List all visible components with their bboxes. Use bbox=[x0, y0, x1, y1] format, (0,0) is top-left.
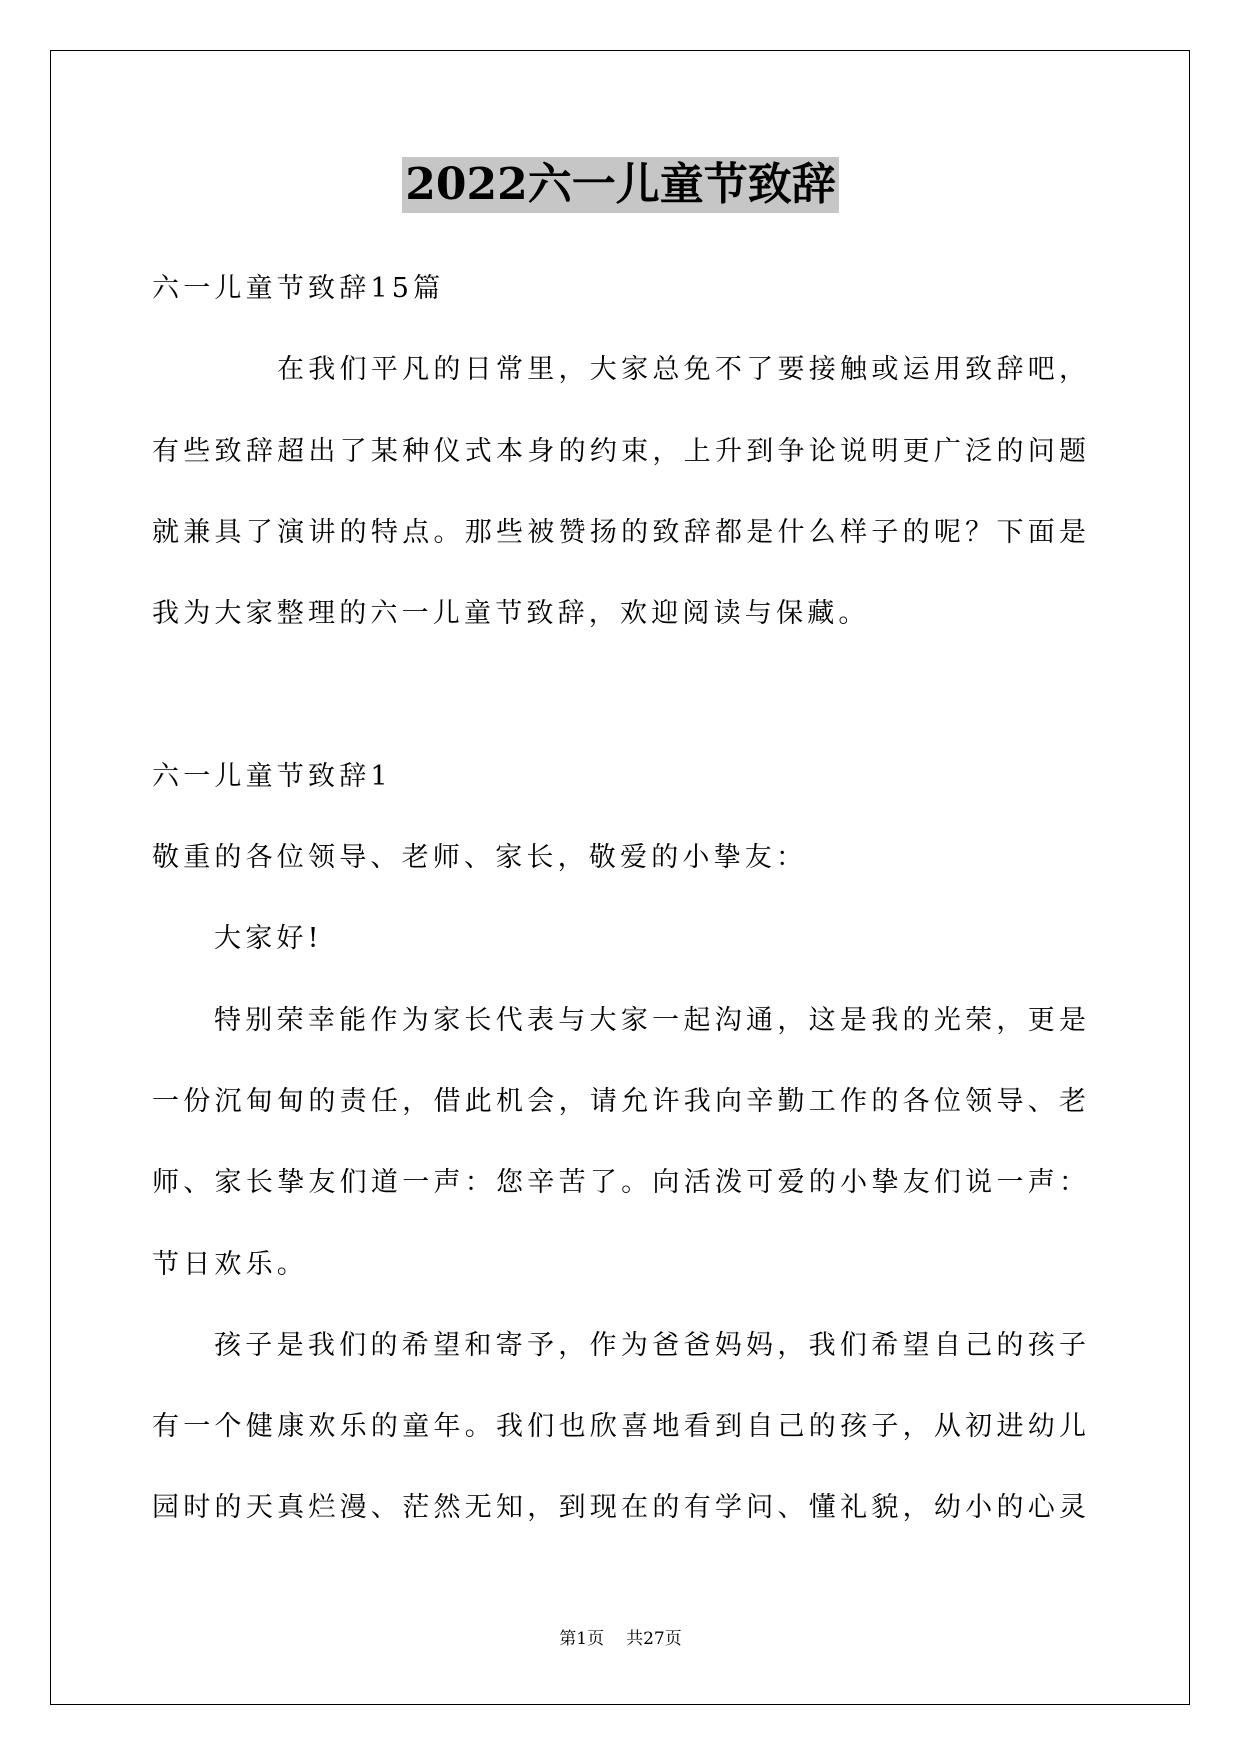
page-footer bbox=[0, 1627, 1241, 1651]
page-total: 共27页 bbox=[626, 1629, 682, 1649]
paragraph-line: 孩子是我们的希望和寄予，作为爸爸妈妈，我们希望自己的孩子 bbox=[214, 1329, 1089, 1361]
paragraph-line: 节日欢乐。 bbox=[152, 1248, 308, 1280]
intro-line: 在我们平凡的日常里，大家总免不了要接触或运用致辞吧， bbox=[277, 354, 1089, 386]
title-block bbox=[0, 157, 1241, 213]
intro-line: 有些致辞超出了某种仪式本身的约束，上升到争论说明更广泛的问题 bbox=[152, 435, 1089, 467]
paragraph-line: 特别荣幸能作为家长代表与大家一起沟通，这是我的光荣，更是 bbox=[214, 1004, 1089, 1036]
collection-label: 六一儿童节致辞15篇 bbox=[152, 273, 445, 304]
document-title: 2022六一儿童节致辞 bbox=[402, 157, 838, 213]
intro-line: 就兼具了演讲的特点。那些被赞扬的致辞都是什么样子的呢？下面是 bbox=[152, 516, 1089, 548]
section-heading: 六一儿童节致辞1 bbox=[152, 760, 392, 792]
paragraph-line: 师、家长挚友们道一声：您辛苦了。向活泼可爱的小挚友们说一声： bbox=[152, 1167, 1089, 1199]
blank-line bbox=[152, 654, 1089, 735]
paragraph-line: 有一个健康欢乐的童年。我们也欣喜地看到自己的孩子，从初进幼儿 bbox=[152, 1411, 1089, 1443]
paragraph-line: 园时的天真烂漫、茫然无知，到现在的有学问、懂礼貌，幼小的心灵 bbox=[152, 1492, 1089, 1524]
greeting: 大家好! bbox=[214, 923, 323, 955]
document-body bbox=[152, 248, 1089, 1549]
salutation: 敬重的各位领导、老师、家长，敬爱的小挚友： bbox=[152, 842, 808, 874]
intro-line: 我为大家整理的六一儿童节致辞，欢迎阅读与保藏。 bbox=[152, 598, 870, 630]
paragraph-line: 一份沉甸甸的责任，借此机会，请允许我向辛勤工作的各位领导、老 bbox=[152, 1085, 1089, 1117]
page-number: 第1页 bbox=[559, 1629, 605, 1649]
